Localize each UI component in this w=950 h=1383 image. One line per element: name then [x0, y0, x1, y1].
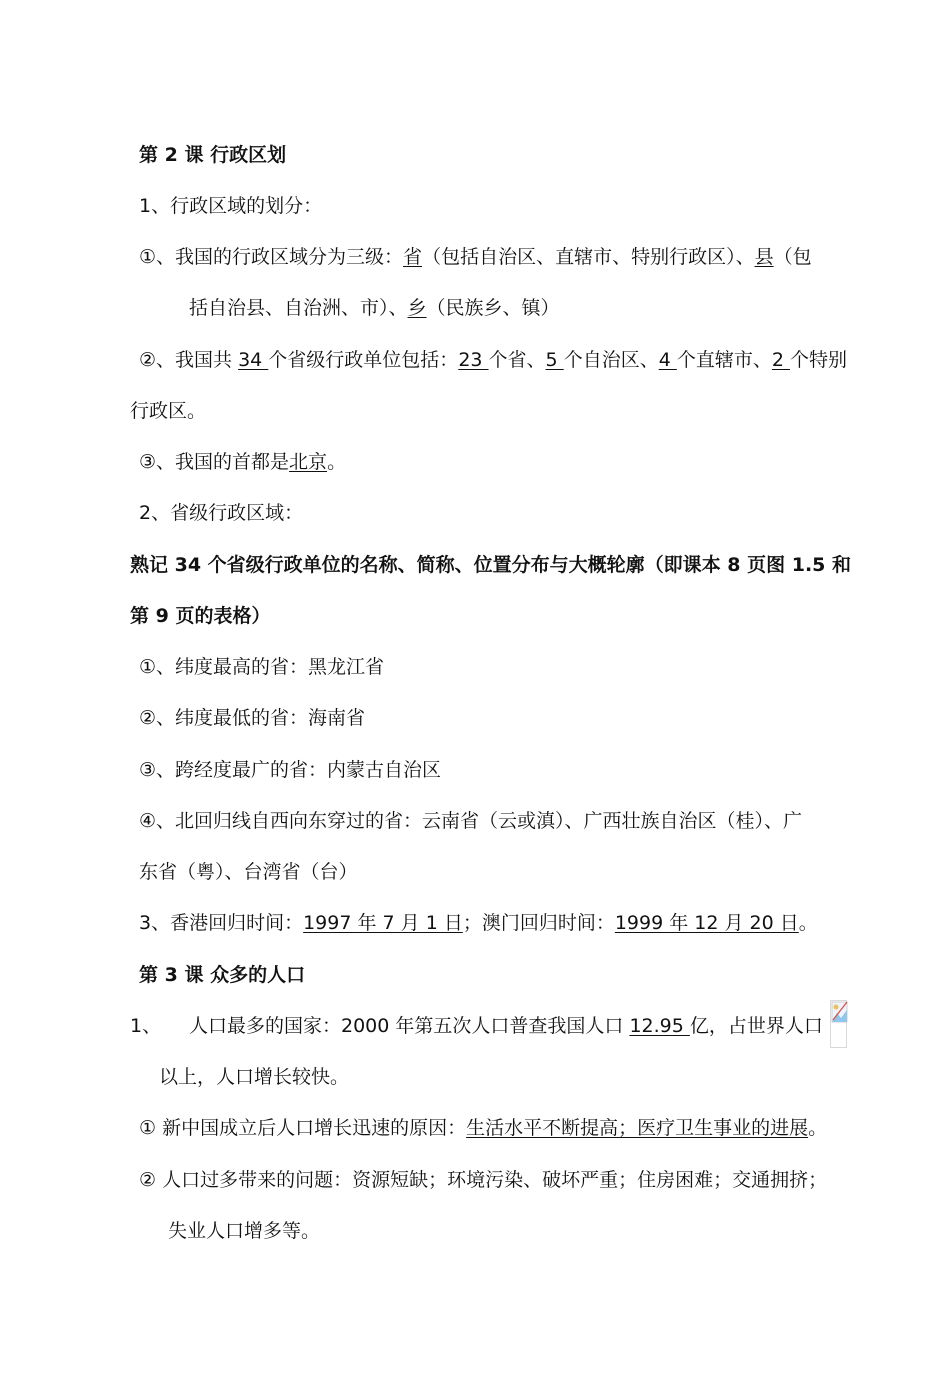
text: 个省级行政单位包括： — [268, 349, 459, 371]
fact-widest-longitude: ③、跨经度最广的省：内蒙古自治区 — [139, 759, 442, 781]
text: 亿，占世界人口 — [689, 1015, 823, 1037]
fact-lowest-latitude: ②、纬度最低的省：海南省 — [139, 707, 366, 729]
text: 个自治区、 — [563, 349, 659, 371]
fact-highest-latitude: ①、纬度最高的省：黑龙江省 — [139, 656, 385, 678]
population-item-number: 1、 — [130, 1015, 162, 1037]
text: 个直辖市、 — [676, 349, 772, 371]
answer-2: 2 — [771, 349, 790, 371]
text: ①、我国的行政区域分为三级： — [139, 246, 404, 268]
section3-return-dates — [139, 910, 818, 936]
answer-population: 12.95 — [629, 1015, 690, 1037]
text: 人口最多的国家：2000 年第五次人口普查我国人口 — [189, 1015, 630, 1037]
lesson2-title: 第 2 课 行政区划 — [139, 144, 287, 166]
answer-macau-date: 1999 年 12 月 20 日 — [614, 912, 799, 934]
answer-capital: 北京 — [289, 451, 328, 473]
answer-5: 5 — [545, 349, 564, 371]
fact-tropic-of-cancer-cont: 东省（粤）、台湾省（台） — [139, 861, 358, 883]
answer-township: 乡 — [407, 297, 427, 319]
overpopulation-problems-cont: 失业人口增多等。 — [168, 1220, 321, 1242]
text: 。 — [808, 1117, 828, 1139]
answer-4: 4 — [658, 349, 677, 371]
point-admin-levels — [139, 244, 812, 270]
text: ②、我国共 — [139, 349, 239, 371]
text: ③、我国的首都是 — [139, 451, 290, 473]
answer-county: 县 — [754, 246, 774, 268]
text: 个特别 — [790, 349, 848, 371]
section1-heading: 1、行政区域的划分： — [139, 195, 323, 217]
population-fact — [189, 1013, 823, 1039]
overpopulation-problems: ② 人口过多带来的问题：资源短缺；环境污染、破坏严重；住房困难；交通拥挤； — [139, 1169, 828, 1191]
text: 。 — [798, 912, 818, 934]
text: ；澳门回归时间： — [462, 912, 615, 934]
text: 个省、 — [488, 349, 546, 371]
point-provincial-units-cont: 行政区。 — [130, 400, 207, 422]
answer-23: 23 — [458, 349, 489, 371]
fact-tropic-of-cancer: ④、北回归线自西向东穿过的省：云南省（云或滇）、广西壮族自治区（桂）、广 — [139, 810, 803, 832]
point-capital — [139, 449, 346, 475]
broken-image-icon — [830, 1000, 847, 1048]
text: ① 新中国成立后人口增长迅速的原因： — [139, 1117, 467, 1139]
memorize-note-cont: 第 9 页的表格） — [130, 605, 271, 627]
point-admin-levels-cont — [189, 295, 560, 321]
section2-heading: 2、省级行政区域： — [139, 502, 304, 524]
text: （包括自治区、直辖市、特别行政区）、 — [422, 246, 755, 268]
text: 3、香港回归时间： — [139, 912, 304, 934]
answer-province: 省 — [403, 246, 423, 268]
text: 。 — [327, 451, 347, 473]
memorize-note: 熟记 34 个省级行政单位的名称、简称、位置分布与大概轮廓（即课本 8 页图 1.5 和 — [130, 554, 852, 576]
text: （民族乡、镇） — [426, 297, 560, 319]
population-fact-cont: 以上，人口增长较快。 — [159, 1066, 350, 1088]
point-provincial-units — [139, 347, 847, 373]
text: （包 — [773, 246, 812, 268]
answer-hk-date: 1997 年 7 月 1 日 — [303, 912, 463, 934]
text: 括自治县、自治洲、市）、 — [189, 297, 408, 319]
broken-image-glyph — [831, 1001, 848, 1023]
answer-34: 34 — [238, 349, 269, 371]
lesson3-title: 第 3 课 众多的人口 — [139, 964, 306, 986]
population-growth-reason — [139, 1115, 827, 1141]
answer-growth-reason: 生活水平不断提高；医疗卫生事业的进展 — [466, 1117, 809, 1139]
